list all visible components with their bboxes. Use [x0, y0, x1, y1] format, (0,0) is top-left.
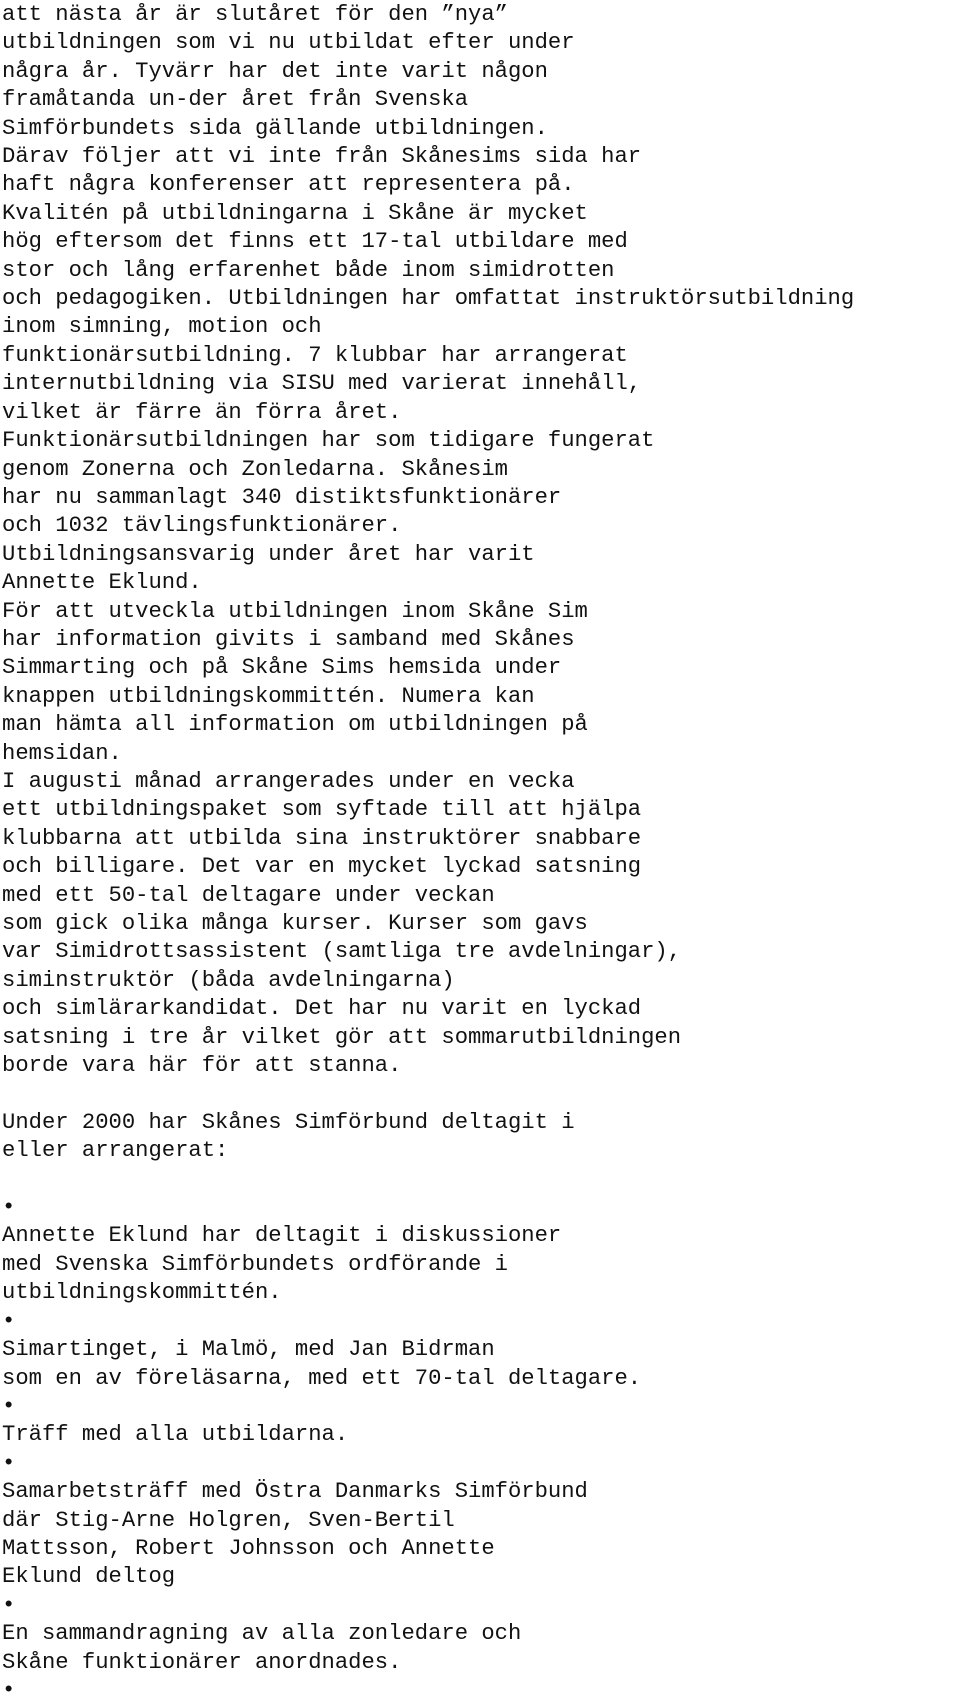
text-line: hög eftersom det finns ett 17-tal utbildare med — [2, 229, 628, 255]
text-line: Simartinget, i Malmö, med Jan Bidrman — [2, 1337, 495, 1363]
text-line: Simmarting och på Skåne Sims hemsida under — [2, 655, 562, 681]
text-line: har nu sammanlagt 340 distiktsfunktionärer — [2, 484, 562, 510]
text-line: internutbildning via SISU med varierat innehåll, — [2, 371, 642, 397]
text-line: siminstruktör (båda avdelningarna) — [2, 967, 455, 993]
text-line: där Stig-Arne Holgren, Sven-Bertil — [2, 1507, 455, 1533]
bullet-marker: • — [2, 1195, 16, 1221]
text-line: För att utveckla utbildningen inom Skåne Sim — [2, 598, 588, 624]
text-line: hemsidan. — [2, 740, 122, 766]
text-line: haft några konferenser att representera på. — [2, 172, 575, 198]
text-line: ett utbildningspaket som syftade till att hjälpa — [2, 797, 642, 823]
text-line: Mattsson, Robert Johnsson och Annette — [2, 1535, 495, 1561]
bullet-marker: • — [2, 1308, 16, 1334]
text-line: klubbarna att utbilda sina instruktörer snabbare — [2, 825, 642, 851]
text-line: Kvalitén på utbildningarna i Skåne är mycket — [2, 200, 588, 226]
text-line: med Svenska Simförbundets ordförande i — [2, 1251, 508, 1277]
text-line: Samarbetsträff med Östra Danmarks Simförbund — [2, 1479, 588, 1505]
bullet-marker: • — [2, 1592, 16, 1618]
text-line: var Simidrottsassistent (samtliga tre avdelningar), — [2, 939, 682, 965]
text-line: Annette Eklund. — [2, 570, 202, 596]
text-line: Under 2000 har Skånes Simförbund deltagit i — [2, 1109, 575, 1135]
text-line: utbildningskommittén. — [2, 1280, 282, 1306]
text-line: satsning i tre år vilket gör att sommarutbildningen — [2, 1024, 682, 1050]
text-line: inom simning, motion och — [2, 314, 322, 340]
text-line: Därav följer att vi inte från Skånesims sida har — [2, 144, 642, 170]
text-line: vilket är färre än förra året. — [2, 399, 402, 425]
text-line: knappen utbildningskommittén. Numera kan — [2, 683, 535, 709]
text-line: borde vara här för att stanna. — [2, 1053, 402, 1079]
text-line: genom Zonerna och Zonledarna. Skånesim — [2, 456, 508, 482]
text-line: och simlärarkandidat. Det har nu varit en lyckad — [2, 996, 642, 1022]
text-line: framåtanda un-der året från Svenska — [2, 87, 469, 113]
text-line: att nästa år är slutåret för den ”nya” — [2, 2, 508, 27]
bullet-marker: • — [2, 1677, 16, 1703]
text-line: som gick olika många kurser. Kurser som gavs — [2, 911, 588, 936]
text-line: några år. Tyvärr har det inte varit någon — [2, 58, 548, 84]
text-line: och billigare. Det var en mycket lyckad satsning — [2, 854, 642, 880]
text-line: Skåne funktionärer anordnades. — [2, 1649, 402, 1675]
text-line: Utbildningsansvarig under året har varit — [2, 541, 535, 567]
text-line: Träff med alla utbildarna. — [2, 1422, 349, 1448]
text-line: Eklund deltog — [2, 1564, 176, 1590]
text-line: En sammandragning av alla zonledare och — [2, 1621, 522, 1647]
text-line: Funktionärsutbildningen har som tidigare fungerat — [2, 428, 655, 454]
text-line: har information givits i samband med Skånes — [2, 626, 575, 652]
text-line: stor och lång erfarenhet både inom simidrotten — [2, 257, 615, 283]
text-line: som en av föreläsarna, med ett 70-tal deltagare. — [2, 1365, 642, 1391]
text-line: och pedagogiken. Utbildningen har omfattat instruktörsutbildning — [2, 286, 855, 312]
text-line: utbildningen som vi nu utbildat efter under — [2, 30, 575, 56]
text-line: Annette Eklund har deltagit i diskussioner — [2, 1223, 562, 1249]
text-line: med ett 50-tal deltagare under veckan — [2, 882, 495, 908]
text-line: I augusti månad arrangerades under en vecka — [2, 768, 575, 794]
text-line: och 1032 tävlingsfunktionärer. — [2, 513, 402, 539]
blank-line — [2, 1166, 957, 1194]
blank-line — [2, 1080, 957, 1108]
text-line: man hämta all information om utbildningen på — [2, 712, 588, 738]
bullet-marker: • — [2, 1450, 16, 1476]
text-line: eller arrangerat: — [2, 1138, 229, 1164]
bullet-marker: • — [2, 1393, 16, 1419]
text-line: Simförbundets sida gällande utbildningen. — [2, 115, 548, 141]
document-body — [2, 1, 957, 1705]
text-line: funktionärsutbildning. 7 klubbar har arrangerat — [2, 342, 628, 368]
